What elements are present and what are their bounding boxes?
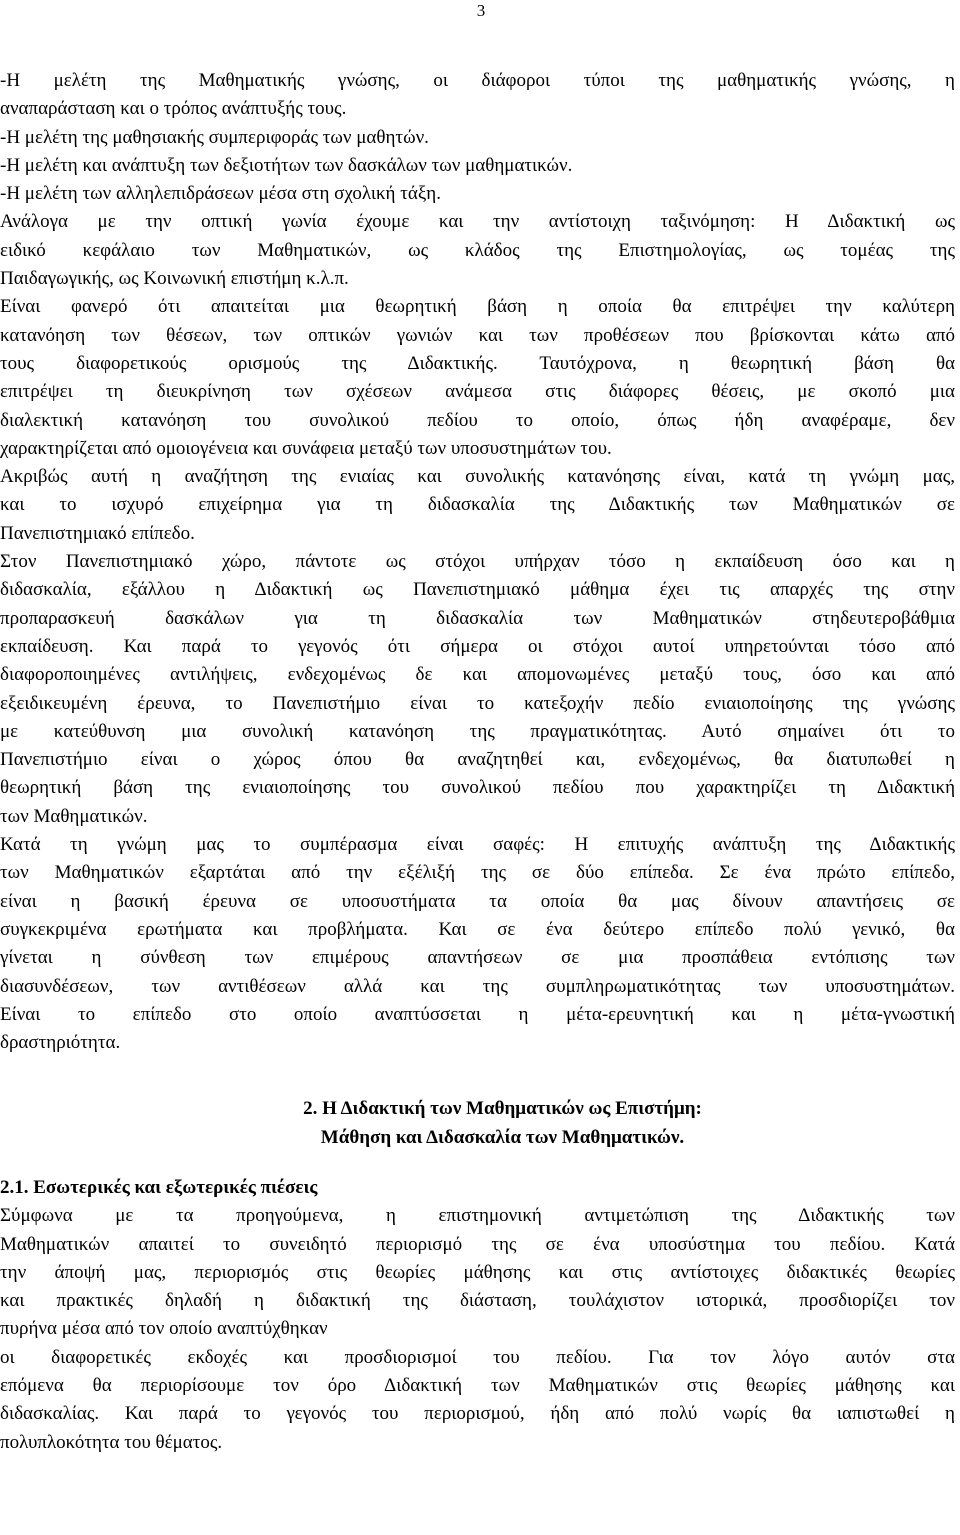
text-line: διδασκαλία, εξάλλου η Διδακτική ως Πανεπιστημιακό μάθημα έχει τις απαρχές της στην bbox=[0, 579, 955, 601]
subsection-heading: 2.1. Εσωτερικές και εξωτερικές πιέσεις bbox=[0, 1176, 318, 1198]
text-line: Ακριβώς αυτή η αναζήτηση της ενιαίας και συνολικής κατανόησης είναι, κατά τη γνώμη μας, bbox=[0, 466, 955, 488]
text-line: αναπαράσταση και ο τρόπος ανάπτυξής τους. bbox=[0, 98, 347, 120]
section-heading: 2. Η Διδακτική των Μαθηματικών ως Επιστήμη: bbox=[303, 1098, 702, 1120]
text-line: διδασκαλίας. Και παρά το γεγονός του περιορισμού, ήδη από πολύ νωρίς θα ιαπιστωθεί η bbox=[0, 1403, 955, 1425]
text-line: των Μαθηματικών εξαρτάται από την εξέλιξή της σε δύο επίπεδα. Σε ένα πρώτο επίπεδο, bbox=[0, 862, 955, 884]
section-heading-subtitle: Μάθηση και Διδασκαλία των Μαθηματικών. bbox=[320, 1126, 685, 1148]
document-body bbox=[0, 67, 955, 1457]
text-line: κατανόηση των θέσεων, των οπτικών γωνιών και των προθέσεων που βρίσκονται κάτω από bbox=[0, 324, 955, 346]
text-line: συγκεκριμένα ερωτήματα και προβλήματα. Και σε ένα δεύτερο επίπεδο πολύ γενικό, θα bbox=[0, 918, 955, 940]
text-line: -Η μελέτη της Μαθηματικής γνώσης, οι διάφοροι τύποι της μαθηματικής γνώσης, η bbox=[0, 70, 955, 91]
text-line: -Η μελέτη και ανάπτυξη των δεξιοτήτων των δασκάλων των μαθηματικών. bbox=[0, 154, 573, 176]
text-line: Παιδαγωγικής, ως Κοινωνική επιστήμη κ.λ.π. bbox=[0, 268, 349, 290]
text-line: Μαθηματικών απαιτεί το συνειδητό περιορισμό της σε ένα υποσύστημα του πεδίου. Κατά bbox=[0, 1233, 955, 1255]
text-line: -Η μελέτη της μαθησιακής συμπεριφοράς των μαθητών. bbox=[0, 126, 429, 148]
text-line: επιτρέψει τη διευκρίνηση των σχέσεων ανάμεσα στις διάφορες θέσεις, με σκοπό μια bbox=[0, 381, 955, 403]
text-line: είναι η βασική έρευνα σε υποσυστήματα τα οποία θα μας δίνουν απαντήσεις σε bbox=[0, 890, 955, 912]
text-line: Σύμφωνα με τα προηγούμενα, η επιστημονική αντιμετώπιση της Διδακτικής των bbox=[0, 1205, 955, 1227]
text-line: οι διαφορετικές εκδοχές και προσδιορισμοί του πεδίου. Για τον λόγο αυτόν στα bbox=[0, 1346, 955, 1368]
text-line: χαρακτηρίζεται από ομοιογένεια και συνάφεια μεταξύ των υποσυστημάτων του. bbox=[0, 437, 612, 459]
text-line: -Η μελέτη των αλληλεπιδράσεων μέσα στη σχολική τάξη. bbox=[0, 183, 441, 205]
text-line: των Μαθηματικών. bbox=[0, 805, 148, 827]
text-line: εξειδικευμένη έρευνα, το Πανεπιστήμιο είναι το κατεξοχήν πεδίο ενιαιοποίησης της γνώσης bbox=[0, 692, 955, 714]
intro-text bbox=[0, 67, 955, 1057]
text-line: εκπαίδευση. Και παρά το γεγονός ότι σήμερα οι στόχοι αυτοί υπηρετούνται τόσο από bbox=[0, 635, 955, 657]
text-line: προπαρασκευή δασκάλων για τη διδασκαλία των Μαθηματικών στηδευτεροβάθμια bbox=[0, 607, 955, 629]
text-line: και το ισχυρό επιχείρημα για τη διδασκαλία της Διδακτικής των Μαθηματικών σε bbox=[0, 494, 955, 516]
spacer bbox=[0, 1152, 955, 1174]
section-text bbox=[0, 1202, 955, 1457]
text-line: θεωρητική βάση της ενιαιοποίησης του συνολικού πεδίου που χαρακτηρίζει τη Διδακτική bbox=[0, 777, 955, 799]
text-line: γίνεται η σύνθεση των επιμέρους απαντήσεων σε μια προσπάθεια εντόπισης των bbox=[0, 947, 955, 969]
text-line: διασυνδέσεων, των αντιθέσεων αλλά και της συμπληρωματικότητας των υποσυστημάτων. bbox=[0, 975, 955, 997]
page-number: 3 bbox=[476, 1, 486, 20]
text-line: Είναι φανερό ότι απαιτείται μια θεωρητική βάση η οποία θα επιτρέψει την καλύτερη bbox=[0, 296, 955, 318]
text-line: ειδικό κεφάλαιο των Μαθηματικών, ως κλάδος της Επιστημολογίας, ως τομέας της bbox=[0, 239, 955, 261]
spacer bbox=[0, 1085, 955, 1095]
text-line: Ανάλογα με την οπτική γωνία έχουμε και την αντίστοιχη ταξινόμηση: Η Διδακτική ως bbox=[0, 211, 955, 233]
text-line: δραστηριότητα. bbox=[0, 1032, 121, 1054]
text-line: και πρακτικές δηλαδή η διδακτική της διάσταση, τουλάχιστον ιστορικά, προσδιορίζει τον bbox=[0, 1290, 955, 1312]
text-line: Κατά τη γνώμη μας το συμπέρασμα είναι σαφές: Η επιτυχής ανάπτυξη της Διδακτικής bbox=[0, 834, 955, 856]
spacer bbox=[0, 1057, 955, 1085]
text-line: πολυπλοκότητα του θέματος. bbox=[0, 1431, 223, 1453]
text-line: διαφοροποιημένες αντιλήψεις, ενδεχομένως δε και απομονωμένες μεταξύ τους, όσο και από bbox=[0, 664, 955, 686]
text-line: Πανεπιστημιακό επίπεδο. bbox=[0, 522, 195, 544]
text-line: επόμενα θα περιορίσουμε τον όρο Διδακτική των Μαθηματικών στις θεωρίες μάθησης και bbox=[0, 1375, 955, 1397]
text-line: τους διαφορετικούς ορισμούς της Διδακτικής. Ταυτόχρονα, η θεωρητική βάση θα bbox=[0, 352, 955, 374]
text-line: Πανεπιστήμιο είναι ο χώρος όπου θα αναζητηθεί και, ενδεχομένως, θα διατυπωθεί η bbox=[0, 749, 955, 771]
text-line: την άποψή μας, περιορισμός στις θεωρίες μάθησης και στις αντίστοιχες διδακτικές θεωρίες bbox=[0, 1261, 955, 1283]
text-line: Στον Πανεπιστημιακό χώρο, πάντοτε ως στόχοι υπήρχαν τόσο η εκπαίδευση όσο και η bbox=[0, 551, 955, 573]
text-line: διαλεκτική κατανόηση του συνολικού πεδίου το οποίο, όπως ήδη αναφέραμε, δεν bbox=[0, 409, 955, 431]
text-line: με κατεύθυνση μια συνολική κατανόηση της πραγματικότητας. Αυτό σημαίνει ότι το bbox=[0, 720, 955, 742]
text-line: πυρήνα μέσα από τον οποίο αναπτύχθηκαν bbox=[0, 1318, 328, 1340]
text-line: Είναι το επίπεδο στο οποίο αναπτύσσεται η μέτα-ερευνητική και η μέτα-γνωστική bbox=[0, 1003, 955, 1025]
